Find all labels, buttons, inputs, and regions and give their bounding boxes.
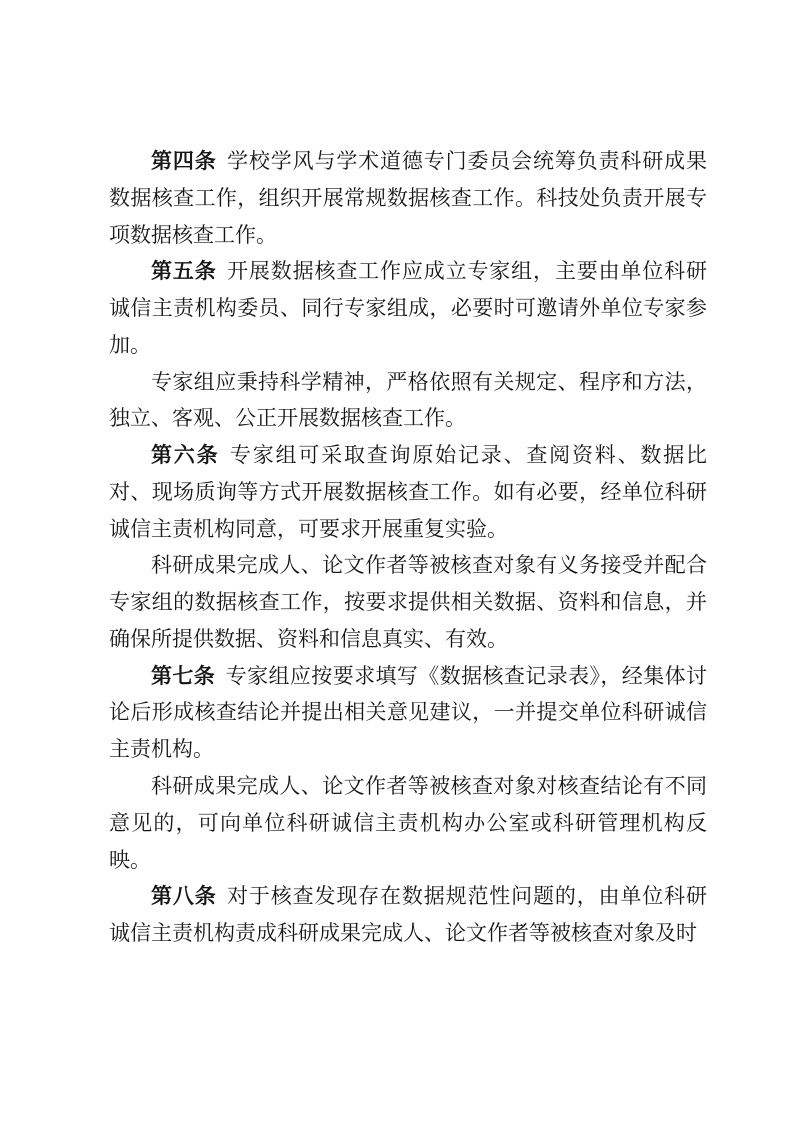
- article-6-text: 专家组可采取查询原始记录、查阅资料、数据比对、现场质询等方式开展数据核查工作。如有必要，经单位科研诚信主责机构同意，可要求开展重复实验。: [109, 443, 708, 541]
- article-7-number: 第七条: [151, 663, 216, 688]
- article-6-paragraph: [109, 437, 707, 547]
- document-text-block: [109, 143, 707, 952]
- article-7-supplement-text: 科研成果完成人、论文作者等被核查对象对核查结论有不同意见的，可向单位科研诚信主责机构办公室或科研管理机构反映。: [109, 774, 707, 872]
- article-5-paragraph: [109, 253, 707, 363]
- article-6-supplement-paragraph: [109, 547, 707, 657]
- article-4-text: 学校学风与学术道德专门委员会统筹负责科研成果数据核查工作，组织开展常规数据核查工作。科技处负责开展专项数据核查工作。: [109, 149, 707, 247]
- article-5-text: 开展数据核查工作应成立专家组，主要由单位科研诚信主责机构委员、同行专家组成，必要时可邀请外单位专家参加。: [109, 259, 707, 357]
- article-7-supplement-paragraph: [109, 768, 707, 878]
- article-4-paragraph: [109, 143, 707, 253]
- article-6-number: 第六条: [151, 443, 220, 468]
- article-4-number: 第四条: [151, 149, 217, 173]
- article-6-supplement-text: 科研成果完成人、论文作者等被核查对象有义务接受并配合专家组的数据核查工作，按要求提供相关数据、资料和信息，并确保所提供数据、资料和信息真实、有效。: [109, 553, 707, 651]
- article-7-paragraph: [109, 658, 707, 768]
- article-5-number: 第五条: [151, 259, 217, 284]
- article-7-text: 专家组应按要求填写《数据核查记录表》，经集体讨论后形成核查结论并提出相关意见建议，一并提交单位科研诚信主责机构。: [109, 663, 708, 762]
- article-8-paragraph: [109, 878, 707, 952]
- article-8-number: 第八条: [151, 884, 217, 909]
- article-5-supplement-paragraph: [109, 364, 707, 438]
- article-5-supplement-text: 专家组应秉持科学精神，严格依照有关规定、程序和方法，独立、客观、公正开展数据核查工作。: [109, 369, 707, 431]
- article-8-text: 对于核查发现存在数据规范性问题的，由单位科研诚信主责机构责成科研成果完成人、论文作者等被核查对象及时: [109, 884, 707, 946]
